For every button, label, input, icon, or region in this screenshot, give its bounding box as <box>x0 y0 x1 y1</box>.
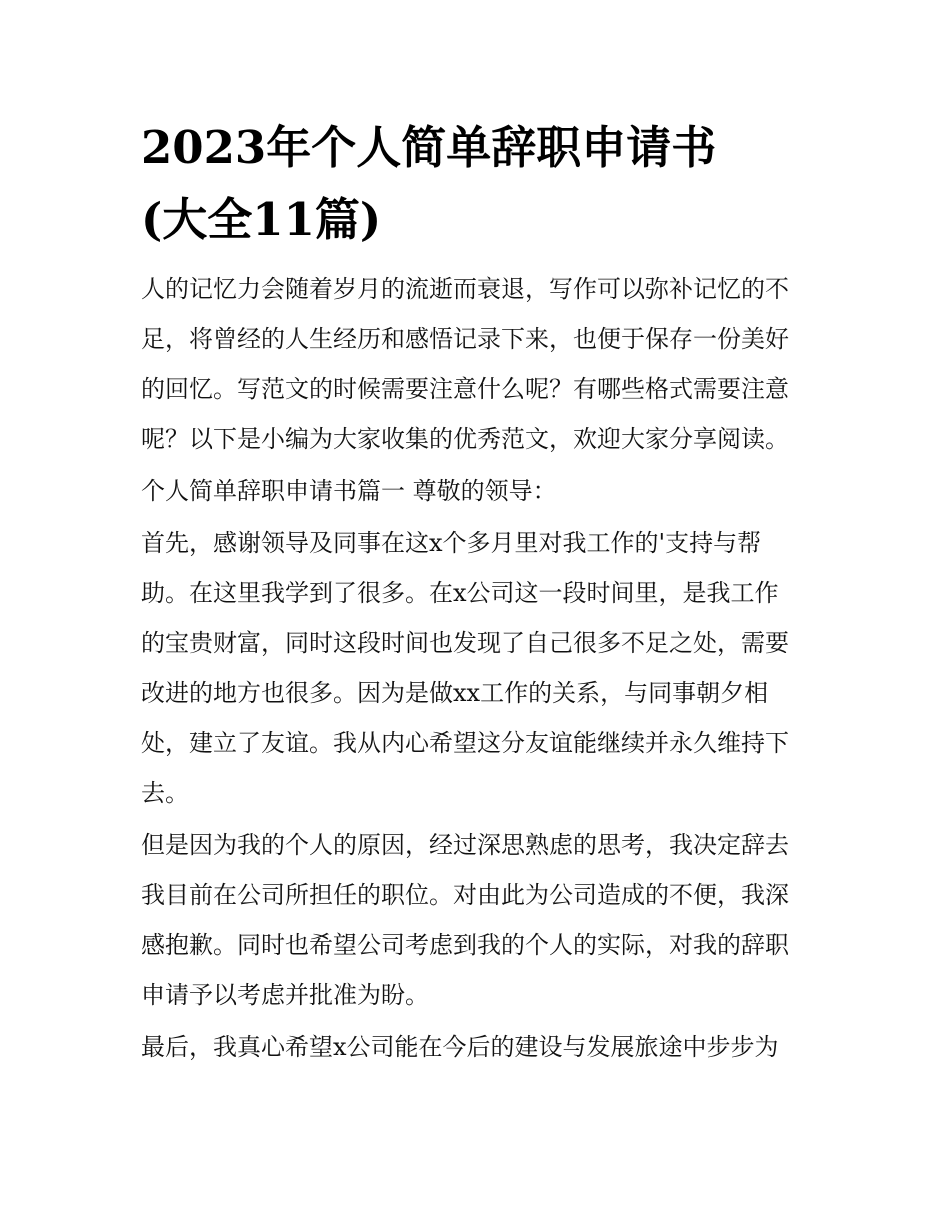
text-line: 改进的地方也很多。因为是做xx工作的关系，与同事朝夕相 <box>141 679 769 707</box>
title-line: 2023年个人简单辞职申请书 <box>141 121 717 174</box>
text-line: 首先，感谢领导及同事在这x个多月里对我工作的'支持与帮 <box>141 529 762 557</box>
section-heading-paragraph <box>141 466 813 516</box>
document-title <box>141 112 813 256</box>
text-line: 人的记忆力会随着岁月的流逝而衰退，写作可以弥补记忆的不 <box>141 275 789 303</box>
document-content <box>141 112 813 1074</box>
intro-paragraph <box>141 264 813 464</box>
body-paragraph-reason <box>141 820 813 1020</box>
text-line: 申请予以考虑并批准为盼。 <box>141 981 429 1009</box>
text-line: 足，将曾经的人生经历和感悟记录下来，也便于保存一份美好 <box>141 325 789 353</box>
body-paragraph-thanks <box>141 518 813 818</box>
body-paragraph-closing <box>141 1022 813 1072</box>
text-line: 助。在这里我学到了很多。在x公司这一段时间里，是我工作 <box>141 579 779 607</box>
text-line: 但是因为我的个人的原因，经过深思熟虑的思考，我决定辞去 <box>141 831 789 859</box>
text-line: 的宝贵财富，同时这段时间也发现了自己很多不足之处，需要 <box>141 629 789 657</box>
text-line: 最后，我真心希望x公司能在今后的建设与发展旅途中步步为 <box>141 1033 779 1061</box>
text-line: 处，建立了友谊。我从内心希望这分友谊能继续并永久维持下 <box>141 729 789 757</box>
text-line: 个人简单辞职申请书篇一 尊敬的领导： <box>141 477 557 505</box>
text-line: 去。 <box>141 779 189 807</box>
title-line: (大全11篇) <box>141 193 382 246</box>
text-line: 我目前在公司所担任的职位。对由此为公司造成的不便，我深 <box>141 881 789 909</box>
text-line: 感抱歉。同时也希望公司考虑到我的个人的实际，对我的辞职 <box>141 931 789 959</box>
text-line: 呢？以下是小编为大家收集的优秀范文，欢迎大家分享阅读。 <box>141 425 789 453</box>
text-line: 的回忆。写范文的时候需要注意什么呢？有哪些格式需要注意 <box>141 375 789 403</box>
